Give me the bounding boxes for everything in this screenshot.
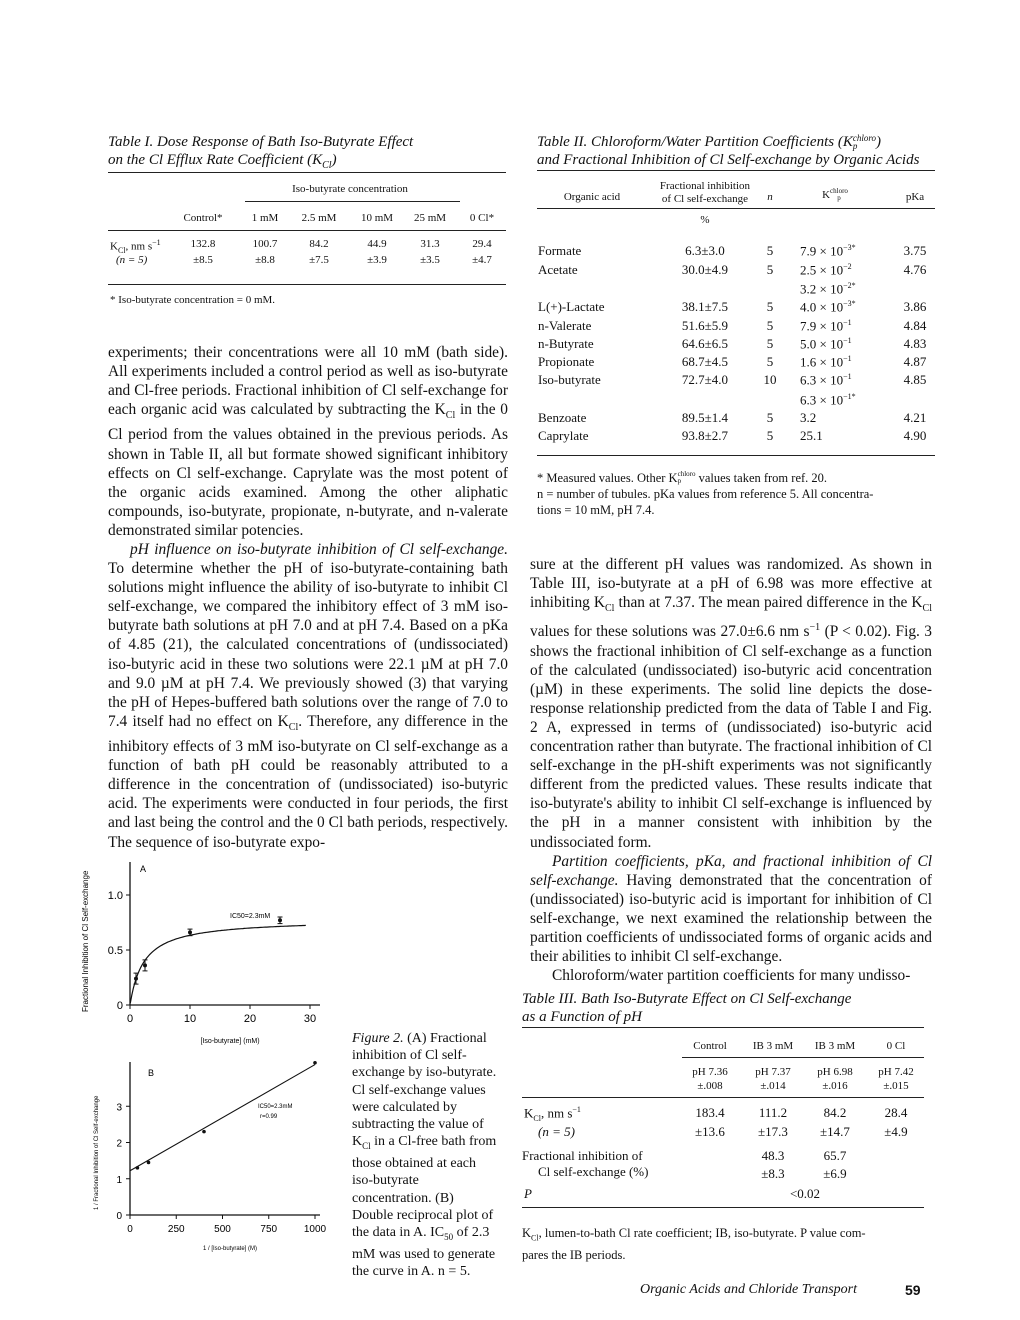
table2-caption-line2: and Fractional Inhibition of Cl Self-exchange by Organic Acids [537,152,920,168]
panel-b-point [202,1130,206,1134]
left-paragraph-1: experiments; their concentrations were all 10 mM (bath side). All experiments included a control period as well as iso-butyrate and Cl-free periods. Fractional inhibition of Cl self-exchange for each organic acid was calculated by subtracting the $K_{Cl}$ in the 0 Cl period from the values obtained in the previous periods. As shown in Table II, all but formate showed significant inhibitory effects on Cl self-exchange. Caprylate was the most potent of the organic acids examined. Among the other aliphatic compounds, iso-butyrate, propionate, n-butyrate, and n-valerate demonstrated similar potencies. [108,344,509,539]
table1-sem: ±8.5 [193,254,213,266]
table2-unit: % [700,214,710,226]
table1-sem: ±8.8 [255,254,275,266]
table2-frac: 64.6±6.5 [681,336,729,351]
table3-kcl: 28.4 [884,1105,908,1120]
table2-kp: 3.2 [800,410,817,425]
table2-caption-line1: Table II. Chloroform/Water Partition Coefficients (K chloro p ) [537,133,882,151]
table3-kcl: 111.2 [758,1105,788,1120]
left-paragraph-2: pH influence on iso-butyrate inhibition of Cl self-exchange. To determine whether the pH of iso-butyrate-containing bath solutions might influence the ability of iso-butyrate to inhibit Cl self-exchange, we compared the inhibitory effect of 3 mM iso-butyrate bath solutions at pH 7.0 and at pH 7.4. Based on a pKa of 4.85 (21), the calculated concentrations of (undissociated) iso-butyric acid in these two solutions were 22.1 µM at pH 7.0 and 9.0 µM at pH 7.4. We previously showed (3) that varying the pH of Hepes-buffered bath solutions over the range of 7.0 to 7.4 itself had no effect on $K_{Cl}$. Therefore, any difference in the inhibitory effects of 3 mM iso-butyrate on Cl self-exchange as a function of bath pH could be reasonably attributed to a difference in the concentration of (undissociated) iso-butyric acid. The experiments were conducted in four periods, the first and last being the control and the 0 Cl bath periods, respectively. The sequence of iso-butyrate expo- [108,541,508,851]
table1-footnote: * Iso-butyrate concentration = 0 mM. [110,294,276,306]
table2-frac: 72.7±4.0 [681,372,729,387]
panel-b-xticks [127,1215,326,1235]
panel-b-xlabel: 1 / [Iso-butyrate] (M) [202,1246,258,1252]
panel-b-yticks [116,1102,130,1222]
panel-a-point [278,918,282,922]
panel-b-ylabel: 1 / Fractional Inhibition of Cl Self-exchange [94,1095,100,1210]
table1-col: 10 mM [360,212,394,224]
section-heading-partition: Partition coefficients, pKa, and fractional inhibition of Cl self-exchange. [530,852,932,889]
table3-footnote: $K_{Cl}$, lumen-to-bath Cl rate coefficient; IB, iso-butyrate. P value com- pares the IB periods. [522,1226,866,1262]
panel-b-ytick-label: 0 [116,1211,122,1222]
panel-b-annotation-ic50: IC50=2.3mM [258,1104,293,1110]
running-footer-title: Organic Acids and Chloride Transport [640,1282,858,1297]
figure-2-caption: Figure 2. (A) Fractional inhibition of Cl self-exchange by iso-butyrate. Cl self-exchange values were calculated by subtracting the value of $K_{Cl}$ in a Cl-free bath from those obtained at each iso-butyrate concentration. (B) Double reciprocal plot of the data in A. $IC_{50}$ of 2.3 mM was used to generate the curve in A. n = 5. [352,1031,497,1280]
table2-pka: 4.21 [903,410,927,425]
table1-caption-line2: on the Cl Efflux Rate Coefficient $(K_{Cl})$ [108,152,337,171]
table3-ph: pH 7.42 [878,1066,914,1078]
panel-a-point [188,930,192,934]
figure-2 [80,840,350,1260]
figure-2-caption-title: Figure 2. [352,1031,404,1046]
panel-b-xtick-label: 250 [167,1224,185,1235]
table1-sem: ±7.5 [309,254,329,266]
table2-pka: 3.75 [903,243,927,258]
table2-kp: $6.3 \times 10^{-1*}$ [800,392,856,408]
table1-sem: ±3.5 [420,254,440,266]
panel-a-fit-curve [130,925,305,1003]
table3-frac-err: ±8.3 [761,1166,785,1181]
panel-a-ytick-label: 0.5 [107,945,123,957]
table2-pka: 4.83 [903,336,927,351]
table2-kp: $7.9 \times 10^{-1}$ [800,318,852,334]
table2-frac: 51.6±5.9 [681,318,729,333]
table2-acid: n-Valerate [538,318,592,333]
table2-acid: Iso-butyrate [538,372,601,387]
panel-a-xtick-label: 0 [126,1013,134,1025]
panel-a-xlabel: [Iso-butyrate] (mM) [200,1038,260,1045]
table3-kcl: 84.2 [823,1105,847,1120]
table3-n-label: (n = 5) [538,1124,575,1139]
table3-p-value: <0.02 [789,1186,821,1201]
table1-mean: 132.8 [190,238,216,250]
table2-footnote-2: n = number of tubules. pKa values from reference 5. All concentra- [537,487,874,501]
table3-col: 0 Cl [886,1040,906,1052]
table2-acid: Formate [538,243,582,258]
panel-b-xtick-label: 750 [260,1224,278,1235]
table3-kcl: 183.4 [695,1105,725,1120]
panel-a-yticks [108,890,130,1012]
table3-kcl-err: ±4.9 [884,1124,908,1139]
table2-frac: 93.8±2.7 [681,428,729,443]
panel-a-letter: A [140,864,147,874]
table1-col: 0 Cl* [469,212,495,224]
table2-frac: 6.3±3.0 [685,243,725,258]
panel-a-xtick-label: 30 [303,1013,317,1025]
table2-pka: 4.87 [903,354,927,369]
table2-acid: L(+)-Lactate [538,299,605,314]
table2-n: 5 [766,354,774,369]
table2-acid: Benzoate [538,410,587,425]
table2-header-kp: K chloro p [822,187,848,202]
table2-n: 10 [763,372,777,387]
panel-a-point [134,977,138,981]
panel-b-annotation-r: r=0.99 [260,1114,278,1120]
table2-pka: 4.85 [903,372,927,387]
table3-caption-line1: Table III. Bath Iso-Butyrate Effect on Cl Self-exchange [522,991,852,1007]
table2-n: 5 [766,299,774,314]
panel-b-ytick-label: 3 [116,1102,122,1114]
table2-n: 5 [766,428,774,443]
panel-b-point [136,1166,140,1170]
table2-acid: Caprylate [538,428,589,443]
panel-b-xtick-label: 1000 [303,1224,327,1235]
table3-frac-label: Fractional inhibition of Cl self-exchange (%) [522,1148,649,1179]
table2-kp: $5.0 \times 10^{-1}$ [800,336,852,352]
table2-frac: 68.7±4.5 [681,354,729,369]
table2-header-pka: pKa [905,191,925,203]
table2-n: 5 [766,262,774,277]
panel-a-xticks [127,1005,316,1025]
table1-mean: 31.3 [420,238,440,250]
table2-frac: 89.5±1.4 [681,410,729,425]
table1-col: 2.5 mM [301,212,337,224]
table3-ph-err: ±.014 [760,1080,786,1092]
panel-b-fit-line [130,1065,315,1171]
table1-col: Control* [183,212,223,224]
table3-col: Control [693,1040,727,1052]
table2-n: 5 [766,336,774,351]
table2-n: 5 [766,410,774,425]
right-paragraph-1: sure at the different pH values was randomized. As shown in Table III, iso-butyrate at a pH of 6.98 was more effective at inhibiting $K_{Cl}$ than at 7.37. The mean paired difference in the $K_{Cl}$ values for these solutions was 27.0±6.6 nm $s^{-1}$ (P < 0.02). Fig. 3 shows the fractional inhibition of Cl self-exchange as a function of the calculated (undissociated) iso-butyric acid concentration (µM) in these experiments. The solid line depicts the dose-response relationship predicted from the data of Table I and Fig. 2 A, expressed in terms of (undissociated) iso-butyric acid concentration rather than butyrate. The fractional inhibition of Cl self-exchange in the pH-shift experiments was not significantly different from the predicted values. These results indicate that iso-butyrate's ability to inhibit Cl self-exchange is influenced by the pH in a manner consistent with inhibition by the undissociated form. [530,556,932,851]
table2-footnote-3: tions = 10 mM, pH 7.4. [537,503,655,517]
panel-a-xtick-label: 20 [243,1013,257,1025]
table3-frac: 65.7 [823,1148,847,1163]
table2-frac: 38.1±7.5 [681,299,729,314]
table1-group-header: Iso-butyrate concentration [292,183,408,195]
table2-pka: 3.86 [903,299,927,314]
table1-n-label: (n = 5) [116,254,148,266]
table1-sem: ±4.7 [472,254,492,266]
right-body-text [530,555,932,985]
table1-caption [108,133,508,175]
section-heading-ph: pH influence on iso-butyrate inhibition of Cl self-exchange. [130,541,508,559]
table3-ph: pH 6.98 [817,1066,853,1078]
table2-n: 5 [766,243,774,258]
table1-mean: 100.7 [252,238,278,250]
table2-acid: n-Butyrate [538,336,594,351]
table1-mean: 84.2 [309,238,329,250]
table2-pka: 4.76 [903,262,927,277]
table2-kp: $6.3 \times 10^{-1}$ [800,372,852,388]
panel-b-xtick-label: 0 [127,1224,133,1235]
panel-a-xtick-label: 10 [183,1013,197,1025]
table2-footnotes [537,470,935,518]
table3-kcl-err: ±14.7 [820,1124,850,1139]
table3-frac: 48.3 [761,1148,785,1163]
table1-row-label: $K_{Cl}$, nm $s^{-1}$ [110,238,161,255]
panel-a [81,862,320,1045]
page-number: 59 [905,1282,921,1298]
table2-kp: $4.0 \times 10^{-3*}$ [800,299,856,315]
table2-kp: $2.5 \times 10^{-2}$ [800,262,852,278]
table3-frac-err: ±6.9 [823,1166,847,1181]
panel-b [94,1061,327,1252]
table1-mean: 29.4 [472,238,492,250]
table2-pka: 4.84 [903,318,927,333]
table3-kcl-err: ±13.6 [695,1124,725,1139]
table3-ph-err: ±.008 [697,1080,723,1092]
table2-kp: $7.9 \times 10^{-3*}$ [800,243,856,259]
table3-kcl-label: $K_{Cl}$, nm $s^{-1}$ [524,1105,581,1123]
table2-kp: $1.6 \times 10^{-1}$ [800,354,852,370]
panel-b-point [313,1061,317,1065]
panel-a-ytick-label: 0 [116,1000,123,1012]
panel-a-point [143,963,147,967]
table3-caption [522,990,922,1026]
table2-acid: Propionate [538,354,595,369]
table1-caption-line1: Table I. Dose Response of Bath Iso-Butyrate Effect [108,134,414,150]
table2-header-acid: Organic acid [563,191,621,203]
panel-a-annotation: IC50=2.3mM [230,913,271,920]
table3-p-label: P [524,1186,532,1201]
table2-pka: 4.90 [903,428,927,443]
table3-ph: pH 7.36 [692,1066,728,1078]
table2-caption [537,133,937,169]
panel-b-letter: B [148,1068,155,1078]
table3-ph-err: ±.015 [883,1080,909,1092]
panel-a-ylabel: Fractional Inhibition of Cl Self-exchange [81,870,90,1012]
table3-col: IB 3 mM [814,1040,856,1052]
table1-mean: 44.9 [367,238,387,250]
panel-b-ytick-label: 1 [116,1174,122,1186]
panel-b-ytick-label: 2 [116,1138,122,1150]
right-paragraph-2: Partition coefficients, pKa, and fractional inhibition of Cl self-exchange. Having demonstrated that the concentration of (undissociated) iso-butyric acid is important for inhibition of Cl self-exchange, we next examined the relationship between the partition coefficients of undissociated forms of organic acids and their abilities to inhibit Cl self-exchange. [530,852,932,966]
table2-header-frac: Fractional inhibition of Cl self-exchange [659,180,751,205]
table2-kp: $3.2 \times 10^{-2*}$ [800,281,856,297]
table2-frac: 30.0±4.9 [681,262,729,277]
table3-ph-err: ±.016 [822,1080,848,1092]
figure-2-svg [80,840,350,1260]
right-paragraph-3: Chloroform/water partition coefficients for many undisso- [552,967,911,985]
table3-ph: pH 7.37 [755,1066,791,1078]
table1-col: 1 mM [251,212,279,224]
table1-col: 25 mM [413,212,447,224]
left-body-text [108,343,508,852]
table2-kp: 25.1 [800,428,823,443]
table3-kcl-err: ±17.3 [758,1124,788,1139]
table2-header-n: n [767,191,773,203]
panel-b-xtick-label: 500 [214,1224,231,1235]
panel-a-ytick-label: 1.0 [107,890,123,902]
table1-sem: ±3.9 [367,254,387,266]
table3-col: IB 3 mM [752,1040,794,1052]
table2-n: 5 [766,318,774,333]
table2-acid: Acetate [538,262,578,277]
table2-footnote-1: * Measured values. Other K chloro p values taken from ref. 20. [537,470,828,485]
panel-b-point [147,1161,151,1165]
table3-caption-line2: as a Function of pH [522,1009,642,1025]
